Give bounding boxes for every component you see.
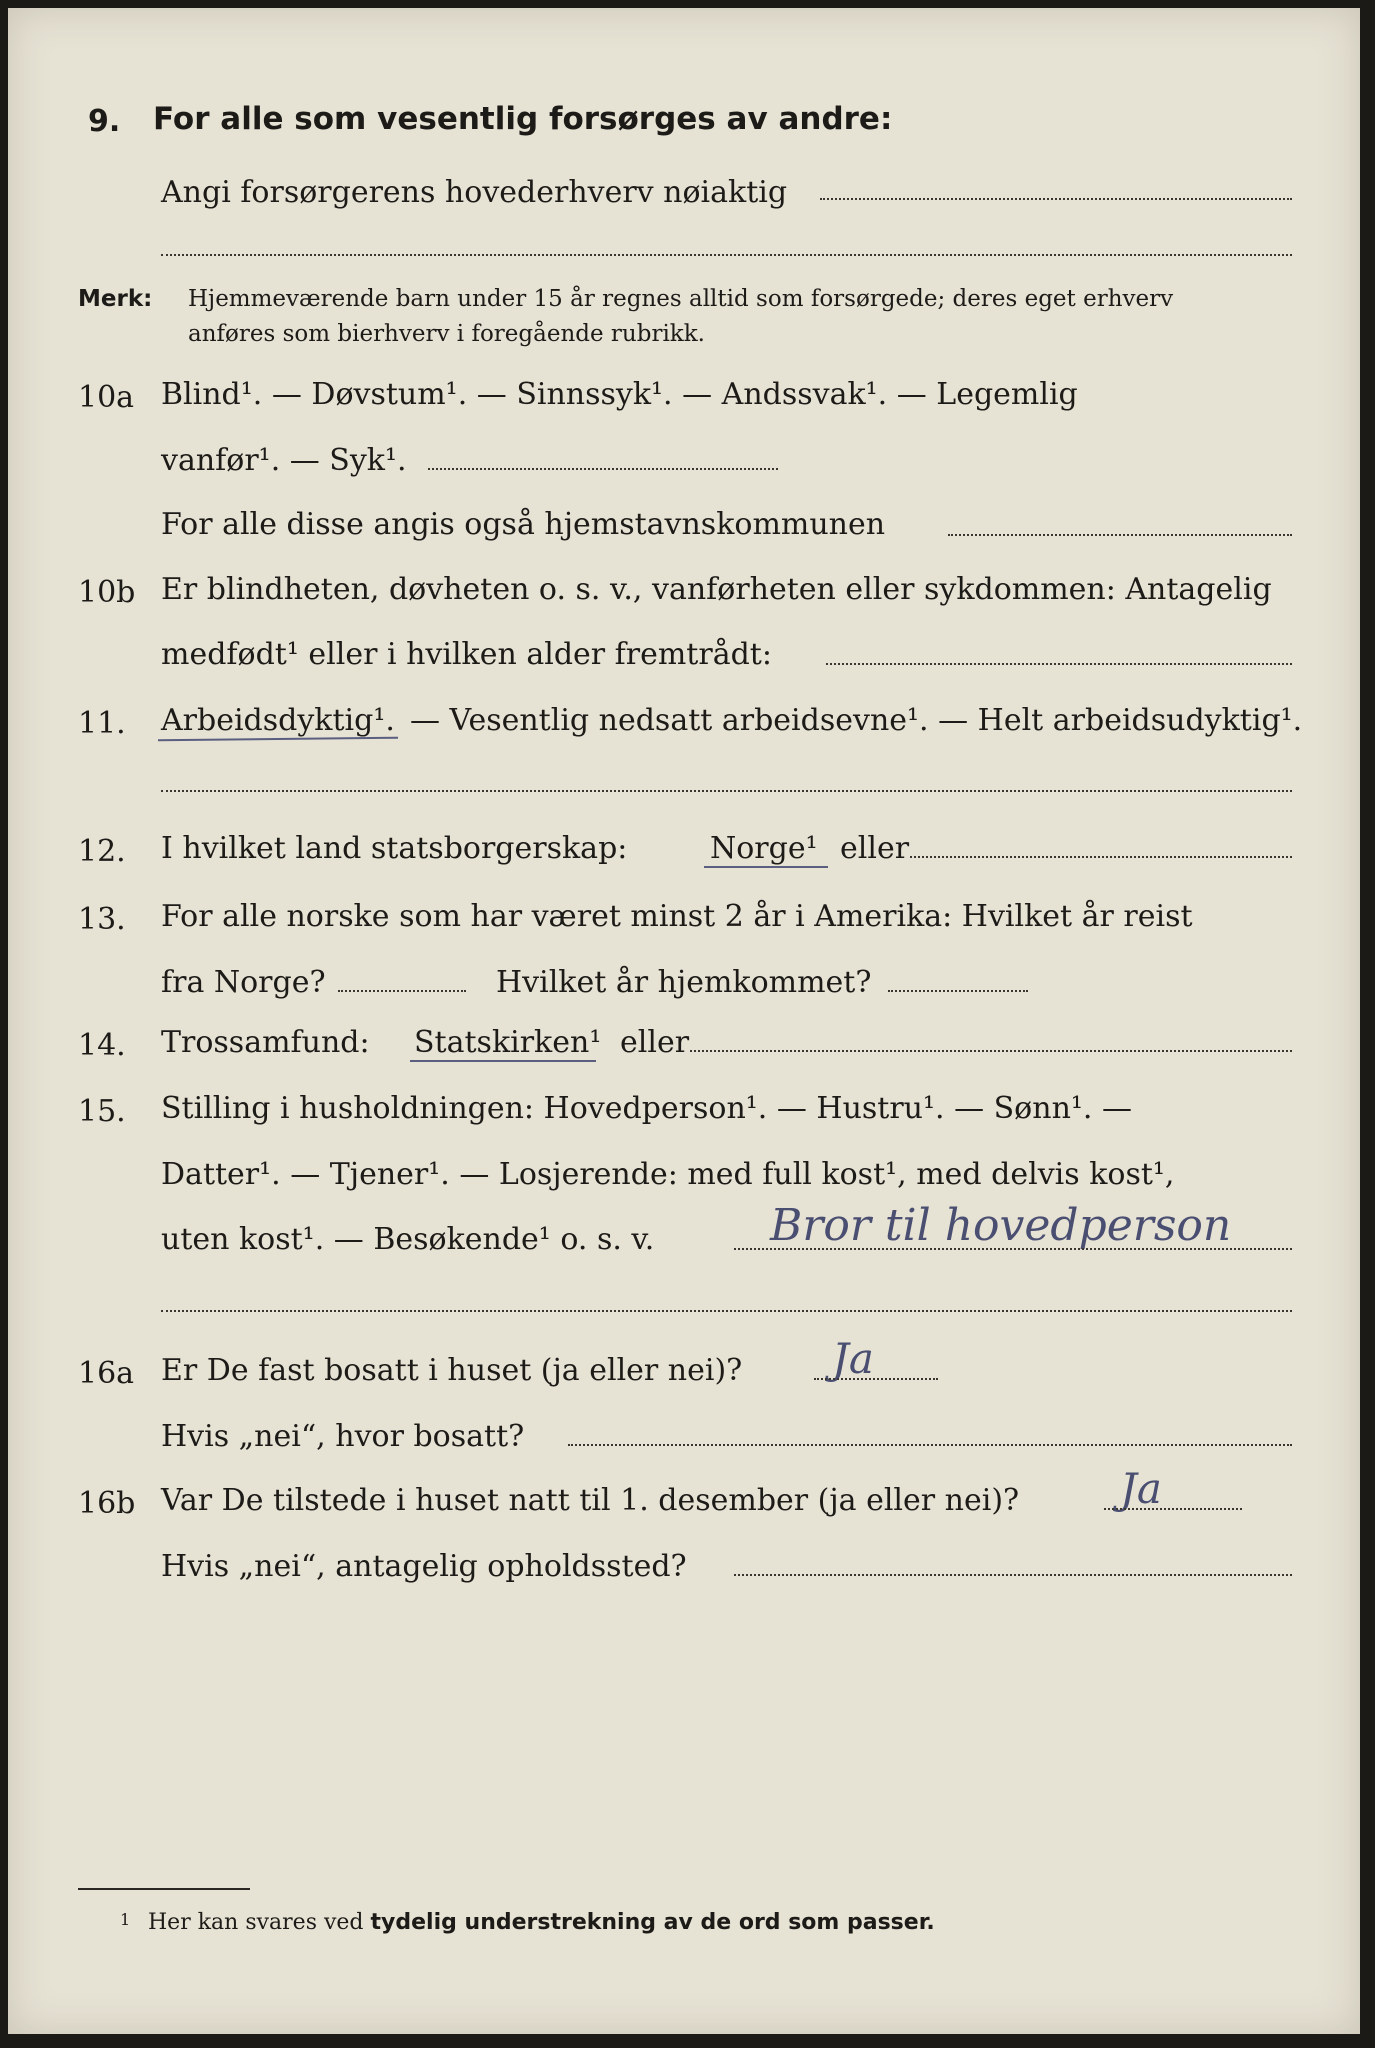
q11-number: 11. — [78, 706, 126, 741]
q16b-line-1: Var De tilstede i huset natt til 1. desember (ja eller nei)? — [161, 1483, 1020, 1518]
merk-label: Merk: — [78, 286, 153, 312]
q10a-home-municipality-line[interactable] — [948, 534, 1292, 536]
q16a-number: 16a — [78, 1356, 135, 1391]
q16a-line-1: Er De fast bosatt i huset (ja eller nei)? — [161, 1353, 743, 1388]
merk-line-2: anføres som bierhverv i foregående rubrikk. — [188, 321, 705, 347]
q12-prefix: I hvilket land statsborgerskap: — [161, 831, 628, 866]
q16b-answer-line[interactable] — [1104, 1508, 1242, 1510]
q9-answer-line-2[interactable] — [161, 254, 1292, 256]
q16b-line-2: Hvis „nei“, antagelig opholdssted? — [161, 1549, 687, 1584]
q11-option-arbeidsdyktig[interactable]: Arbeidsdyktig¹. — [161, 703, 395, 738]
q14-suffix: eller — [620, 1025, 690, 1060]
q10b-line-2: medfødt¹ eller i hvilken alder fremtrådt: — [161, 637, 772, 672]
footnote-rule — [78, 1888, 250, 1890]
q15-number: 15. — [78, 1094, 126, 1129]
q16a-line-2: Hvis „nei“, hvor bosatt? — [161, 1419, 525, 1454]
q12-number: 12. — [78, 834, 126, 869]
q13-year-left-line[interactable] — [338, 990, 466, 992]
q15-line-2: Datter¹. — Tjener¹. — Losjerende: med full kost¹, med delvis kost¹, — [161, 1157, 1175, 1192]
q10b-number: 10b — [78, 575, 136, 610]
footnote-text — [148, 1912, 935, 1934]
q9-title: For alle som vesentlig forsørges av andre: — [153, 101, 893, 137]
q16a-answer-line[interactable] — [814, 1378, 938, 1380]
q10a-number: 10a — [78, 380, 135, 415]
footnote-text-bold: tydelig understrekning av de ord som passer. — [370, 1910, 935, 1935]
q13-year-returned-line[interactable] — [888, 990, 1028, 992]
q12-underline-mark — [704, 866, 828, 868]
q9-answer-line[interactable] — [820, 198, 1292, 200]
q14-answer-line[interactable] — [690, 1050, 1292, 1052]
q15-line-1: Stilling i husholdningen: Hovedperson¹. — Hustru¹. — Sønn¹. — — [161, 1091, 1132, 1126]
q13-number: 13. — [78, 902, 126, 937]
q10a-line-3: For alle disse angis også hjemstavnskommunen — [161, 507, 886, 542]
q13-line-2a: fra Norge? — [161, 965, 326, 1000]
q14-number: 14. — [78, 1028, 126, 1063]
q10a-line-2: vanfør¹. — Syk¹. — [161, 443, 407, 478]
q15-handwritten-answer[interactable]: Bror til hovedperson — [770, 1200, 1232, 1251]
q16a-where-line[interactable] — [568, 1444, 1292, 1446]
q16b-handwritten-answer[interactable]: Ja — [1120, 1464, 1162, 1513]
q14-underline-mark — [410, 1060, 596, 1062]
q13-line-2b: Hvilket år hjemkommet? — [496, 965, 872, 1000]
q12-suffix: eller — [840, 831, 910, 866]
q15-line-3: uten kost¹. — Besøkende¹ o. s. v. — [161, 1222, 655, 1257]
q16b-where-line[interactable] — [734, 1574, 1292, 1576]
q16a-handwritten-answer[interactable]: Ja — [832, 1334, 874, 1383]
census-form-page — [8, 8, 1360, 2034]
q14-option-statskirken[interactable]: Statskirken¹ — [414, 1025, 602, 1060]
q10a-line-1: Blind¹. — Døvstum¹. — Sinnssyk¹. — Andssvak¹. — Legemlig — [161, 377, 1078, 412]
q15-answer-line[interactable] — [734, 1248, 1292, 1250]
q9-number: 9. — [88, 104, 121, 139]
merk-line-1: Hjemmeværende barn under 15 år regnes alltid som forsørgede; deres eget erhverv — [188, 286, 1174, 312]
q11-rest: — Vesentlig nedsatt arbeidsevne¹. — Helt arbeidsudyktig¹. — [410, 703, 1303, 738]
q12-option-norge[interactable]: Norge¹ — [710, 831, 818, 866]
q10a-answer-line[interactable] — [428, 468, 778, 470]
q13-line-1: For alle norske som har været minst 2 år i Amerika: Hvilket år reist — [161, 899, 1193, 934]
footnote-text-normal: Her kan svares ved — [148, 1910, 364, 1935]
q15-answer-line-2[interactable] — [161, 1310, 1292, 1312]
q12-answer-line[interactable] — [910, 856, 1292, 858]
q10b-answer-line[interactable] — [826, 663, 1292, 665]
q14-prefix: Trossamfund: — [161, 1025, 370, 1060]
q10b-line-1: Er blindheten, døvheten o. s. v., vanførheten eller sykdommen: Antagelig — [161, 572, 1272, 607]
q9-line: Angi forsørgerens hovederhverv nøiaktig — [161, 175, 788, 210]
q11-answer-line[interactable] — [161, 790, 1292, 792]
footnote-mark: 1 — [120, 1910, 131, 1929]
q16b-number: 16b — [78, 1486, 136, 1521]
